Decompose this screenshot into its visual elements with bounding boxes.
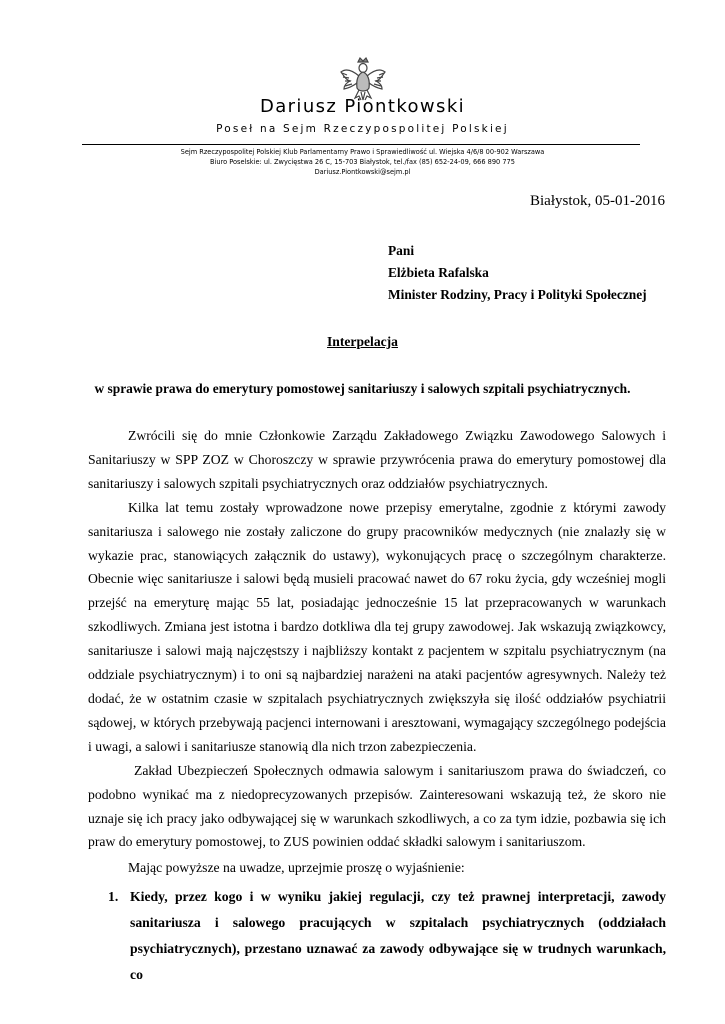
question-text: Kiedy, przez kogo i w wyniku jakiej regulacji, czy też prawnej interpretacji, zawody sanitariusza i salowego pracujących w szpitalach psychiatrycznych (oddziałach psychiatrycznych), przestano uznawać za zawody odbywające się w trudnych warunkach, co (130, 889, 666, 982)
letter-body (88, 424, 666, 854)
question-item (108, 884, 666, 988)
request-intro: Mając powyższe na uwadze, uprzejmie proszę o wyjaśnienie: (128, 860, 465, 875)
header-divider (82, 144, 640, 145)
date-line: Białystok, 05-01-2016 (530, 193, 665, 209)
email-address: Dariusz.Piontkowski@sejm.pl (314, 168, 411, 176)
address-line-sejm: Sejm Rzeczypospolitej Polskiej Klub Parlamentarny Prawo i Sprawiedliwość ul. Wiejska 4/6/8 00-902 Warszawa (180, 148, 545, 156)
body-paragraph-2: Kilka lat temu zostały wprowadzone nowe przepisy emerytalne, zgodnie z którymi zawody sanitariusza i salowego nie zostały zaliczone do grupy pracowników medycznych (nie znalazły się w wykazie prac, stanowiących załącznik do ustawy), wykonujących pracę o szczególnym charakterze. Obecnie więc sanitariusze i salowi będą musieli pracować nawet do 67 roku życia, gdy wcześniej mogli przejść na emeryturę mając 55 lat, posiadając jednocześnie 15 lat przepracowanych w warunkach szkodliwych. Zmiana jest istotna i bardzo dotkliwa dla tej grupy zawodowej. Jak wskazują związkowcy, sanitariusze i salowi mają najczęstszy i najbliższy kontakt z pacjentem w szpitalu psychiatrycznym (na oddziale psychiatrycznym) i to oni są najbardziej narażeni na ataki pacjentów agresywnych. Należy też dodać, że w ostatnim czasie w szpitalach psychiatrycznych zwiększyła się ilość oddziałów psychiatrii sądowej, w których przebywają pacjenci internowani i aresztowani, wymagający szczególnego podejścia i uwagi, a salowi i sanitariusze stanowią dla nich trzon zabezpieczenia. (88, 499, 666, 754)
sender-name: Dariusz Piontkowski (259, 96, 466, 117)
document-title: Interpelacja (327, 334, 398, 349)
sender-role: Poseł na Sejm Rzeczypospolitej Polskiej (216, 123, 509, 135)
recipient-name: Elżbieta Rafalska (388, 265, 489, 280)
recipient-salutation: Pani (388, 243, 415, 258)
recipient-title: Minister Rodziny, Pracy i Polityki Społecznej (388, 287, 647, 302)
body-paragraph-1: Zwrócili się do mnie Członkowie Zarządu Zakładowego Związku Zawodowego Salowych i Sanitariuszy w SPP ZOZ w Choroszczy w sprawie przywrócenia prawa do emerytury pomostowej dla sanitariuszy i salowych szpitali psychiatrycznych oraz oddziałów psychiatrycznych. (88, 428, 666, 491)
document-subject: w sprawie prawa do emerytury pomostowej sanitariuszy i salowych szpitali psychiatrycznych. (94, 381, 631, 396)
body-paragraph-3: Zakład Ubezpieczeń Społecznych odmawia salowym i sanitariuszom prawa do świadczeń, co podobno wynikać ma z niedoprecyzowanych przepisów. Zainteresowani wskazują też, że skoro nie uznaje się ich pracy jako odbywającej się w warunkach szkodliwych, a co za tym idzie, pozbawia się ich praw do emerytury pomostowej, to ZUS powinien oddać składki salowym i sanitariuszom. (88, 762, 666, 850)
question-number: 1. (108, 889, 119, 904)
address-line-office: Biuro Poselskie: ul. Zwycięstwa 26 C, 15-703 Białystok, tel./fax (85) 652-24-09, 666 890 775 (210, 158, 515, 166)
